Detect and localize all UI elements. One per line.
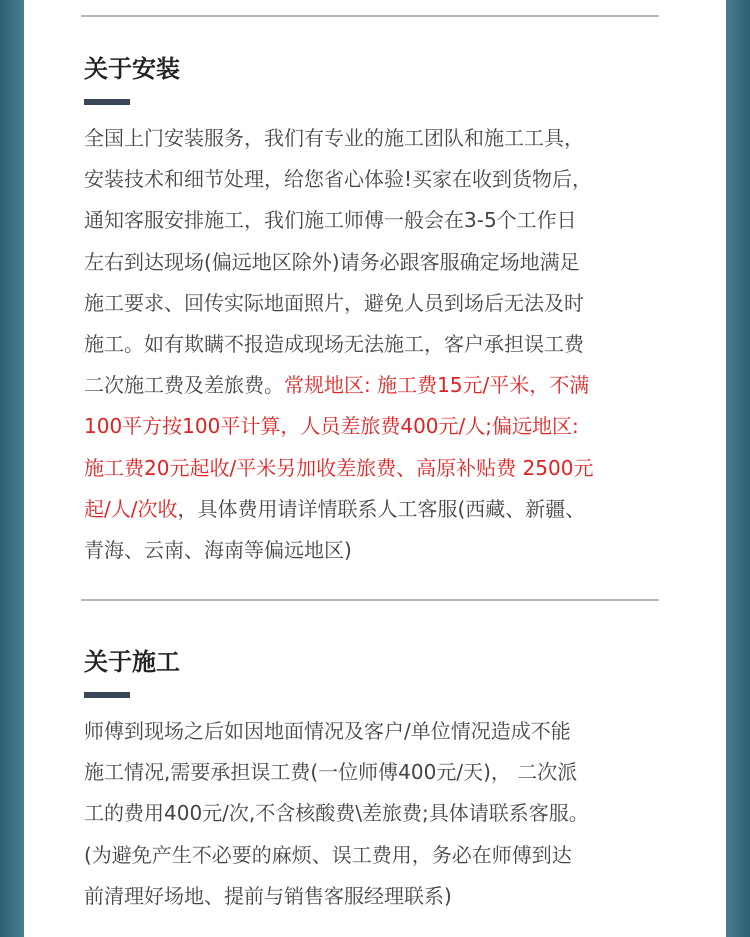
text-segment: 施工情况,需要承担误工费(一位师傅400元/天)， 二次派: [84, 760, 578, 785]
paragraph-line: [84, 406, 668, 447]
text-segment: 师傅到现场之后如因地面情况及客户/单位情况造成不能: [84, 719, 571, 743]
paragraph-line: [84, 448, 668, 489]
paragraph-line: [84, 118, 668, 159]
text-segment: (为避免产生不必要的麻烦、误工费用，务必在师傅到达: [84, 842, 572, 867]
text-segment: 全国上门安装服务，我们有专业的施工团队和施工工具，: [84, 126, 584, 150]
paragraph-line: [84, 242, 668, 283]
highlighted-text: 起/人/次收: [84, 496, 178, 521]
installation-paragraph: [84, 118, 668, 571]
text-segment: 施工要求、回传实际地面照片，避免人员到场后无法及时: [84, 290, 584, 315]
paragraph-line: [84, 711, 668, 752]
highlighted-text: 常规地区: 施工费15元/平米，不满: [284, 373, 590, 398]
paragraph-line: [84, 365, 668, 406]
text-segment: 施工。如有欺瞒不报造成现场无法施工，客户承担误工费: [84, 332, 584, 357]
section-divider: [81, 599, 659, 601]
paragraph-line: [84, 835, 668, 876]
paragraph-line: [84, 159, 668, 200]
content-card: [24, 0, 726, 937]
highlighted-text: 100平方按100平计算，人员差旅费400元/人;偏远地区:: [84, 414, 579, 439]
paragraph-line: [84, 489, 668, 530]
paragraph-line: [84, 876, 668, 917]
text-segment: 通知客服安排施工，我们施工师傅一般会在3-5个工作日: [84, 208, 577, 233]
text-segment: ，具体费用请详情联系人工客服(西藏、新疆、: [177, 496, 586, 521]
construction-title: 关于施工: [84, 648, 180, 676]
installation-title: 关于安装: [84, 55, 180, 83]
top-divider: [81, 15, 659, 17]
highlighted-text: 施工费20元起收/平米另加收差旅费、高原补贴费 2500元: [84, 455, 594, 480]
paragraph-line: [84, 324, 668, 365]
installation-title-underline: [84, 99, 130, 105]
construction-paragraph: [84, 711, 668, 917]
text-segment: 安装技术和细节处理，给您省心体验!买家在收到货物后，: [84, 167, 593, 192]
text-segment: 前清理好场地、提前与销售客服经理联系): [84, 883, 452, 908]
text-segment: 青海、云南、海南等偏远地区): [84, 538, 352, 563]
right-frame-border: [726, 0, 750, 937]
text-segment: 工的费用400元/次,不含核酸费\差旅费;具体请联系客服。: [84, 801, 589, 826]
paragraph-line: [84, 752, 668, 793]
paragraph-line: [84, 200, 668, 241]
construction-title-underline: [84, 692, 130, 698]
left-frame-border: [0, 0, 24, 937]
paragraph-line: [84, 793, 668, 834]
text-segment: 左右到达现场(偏远地区除外)请务必跟客服确定场地满足: [84, 249, 580, 274]
paragraph-line: [84, 530, 668, 571]
text-segment: 二次施工费及差旅费。: [84, 373, 284, 398]
paragraph-line: [84, 283, 668, 324]
